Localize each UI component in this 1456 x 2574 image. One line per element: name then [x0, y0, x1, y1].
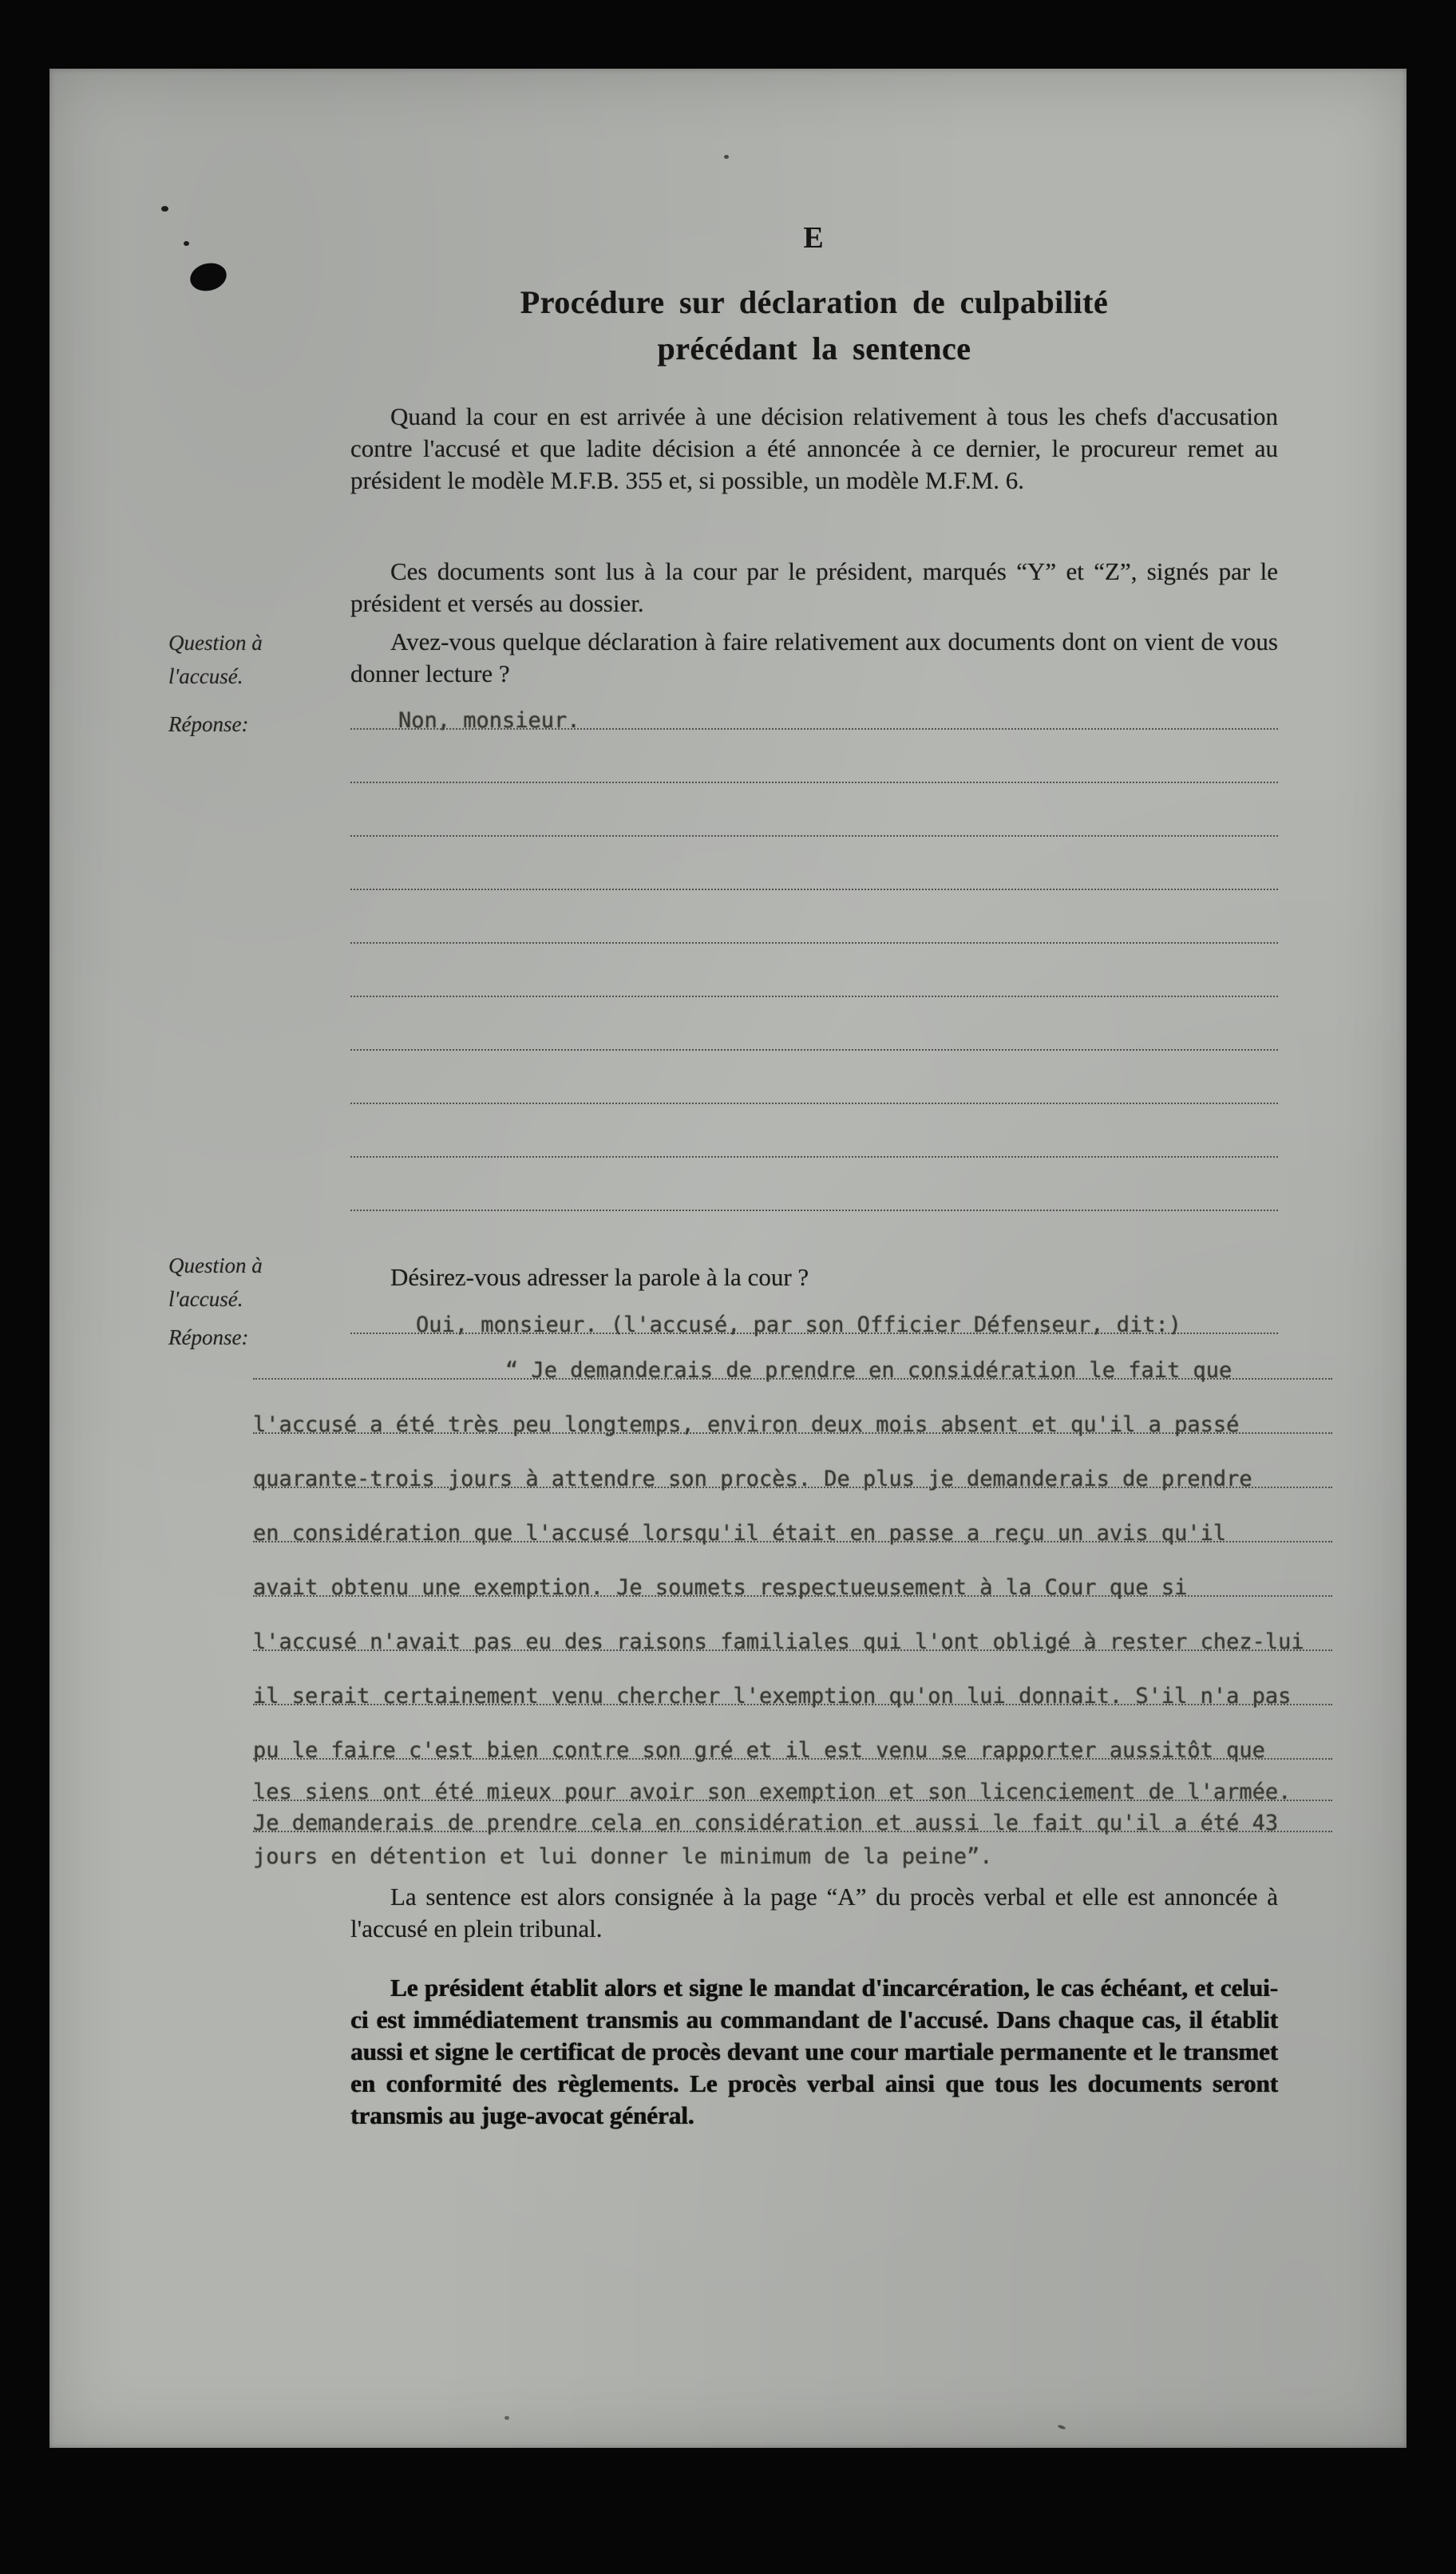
typed-answer: Non, monsieur. — [398, 708, 580, 733]
typed-statement-line — [253, 1651, 1332, 1709]
response2-label: Réponse: — [168, 1325, 249, 1349]
response-line — [350, 1104, 1278, 1158]
section-letter — [350, 220, 1278, 255]
typed-statement-line — [253, 1542, 1332, 1600]
scan-speck — [184, 241, 189, 246]
question2-label-line2: l'accusé. — [168, 1287, 243, 1311]
response-line — [350, 730, 1278, 783]
typed-line-text: pu le faire c'est bien contre son gré et il est venu se rapporter aussitôt que — [253, 1738, 1265, 1763]
response-line — [350, 890, 1278, 944]
typed-statement-line — [253, 1705, 1332, 1763]
response-line — [350, 997, 1278, 1051]
typed-statement-line — [253, 1760, 1332, 1804]
response-line — [350, 1051, 1278, 1104]
question2-text: Désirez-vous adresser la parole à la cour ? — [390, 1263, 809, 1291]
response1-lines — [350, 672, 1278, 1211]
final-paragraph: Le président établit alors et signe le mandat d'incarcération, le cas échéant, et celui-ci est immédiatement transmis au commandant de l'accusé. Dans chaque cas, il établit aussi et signe le certificat de procès devant une cour martiale permanente et le transmet en conformité des règlements. Le procès verbal ainsi que tous les documents seront transmis au juge-avocat général. — [350, 1974, 1278, 2129]
question2-label — [168, 1249, 352, 1316]
typed-line-text: en considération que l'accusé lorsqu'il était en passe a reçu un avis qu'il — [253, 1521, 1227, 1546]
question1-label-line1: Question à — [168, 631, 263, 655]
typed-intro: Oui, monsieur. (l'accusé, par son Officier Défenseur, dit:) — [416, 1313, 1182, 1337]
section-letter-text: E — [803, 221, 825, 255]
document-title-line1: Procédure sur déclaration de culpabilité — [520, 284, 1109, 320]
document-title-line2: précédant la sentence — [657, 331, 971, 366]
question2-label-line1: Question à — [168, 1253, 263, 1277]
typed-line-text: Je demanderais de prendre cela en considération et aussi le fait qu'il a été 43 — [253, 1811, 1279, 1835]
scan-speck — [504, 2416, 509, 2420]
response2-intro-line — [350, 1276, 1278, 1337]
typed-statement-line — [253, 1380, 1332, 1437]
response-line — [350, 837, 1278, 890]
response2-statement — [253, 1334, 1332, 1869]
typed-statement-line — [253, 1801, 1332, 1835]
typed-line-text: il serait certainement venu chercher l'exemption qu'on lui donnait. S'il n'a pas — [253, 1684, 1292, 1709]
typed-line-text: jours en détention et lui donner le minimum de la peine”. — [253, 1844, 993, 1869]
response-line — [350, 783, 1278, 837]
response-line — [350, 944, 1278, 997]
typed-statement-line — [253, 1488, 1332, 1546]
typed-statement-line — [253, 1434, 1332, 1491]
ink-blot — [188, 259, 230, 295]
typed-line-text: avait obtenu une exemption. Je soumets respectueusement à la Cour que si — [253, 1575, 1188, 1600]
typed-line-text: les siens ont été mieux pour avoir son exemption et son licenciement de l'armée. — [253, 1780, 1292, 1804]
typed-statement-line — [253, 1334, 1332, 1383]
typed-statement-line — [253, 1832, 1332, 1869]
document-page — [49, 69, 1407, 2448]
scan-speck — [724, 155, 729, 159]
intro-paragraph-2: Ces documents sont lus à la cour par le président, marqués “Y” et “Z”, signés par le président et versés au dossier. — [350, 557, 1278, 617]
scan-speck — [161, 206, 168, 212]
closing-paragraph: La sentence est alors consignée à la page “A” du procès verbal et elle est annoncée à l'accusé en plein tribunal. — [350, 1883, 1278, 1942]
intro-paragraph-1: Quand la cour en est arrivée à une décision relativement à tous les chefs d'accusation contre l'accusé et que ladite décision a été annoncée à ce dernier, le procureur remet au président le modèle M.F.B. 355 et, si possible, un modèle M.F.M. 6. — [350, 402, 1278, 494]
response-line — [350, 672, 1278, 733]
typed-line-text: l'accusé n'avait pas eu des raisons familiales qui l'ont obligé à rester chez-lui — [253, 1630, 1304, 1654]
question1-label — [168, 626, 352, 693]
typed-line-text: quarante-trois jours à attendre son procès. De plus je demanderais de prendre — [253, 1467, 1252, 1491]
question1-text: Avez-vous quelque déclaration à faire relativement aux documents dont on vient de vous donner lecture ? — [350, 628, 1278, 687]
typed-line-text: l'accusé a été très peu longtemps, environ deux mois absent et qu'il a passé — [253, 1412, 1240, 1437]
response-line — [350, 1158, 1278, 1211]
question1-label-line2: l'accusé. — [168, 664, 243, 688]
scan-speck — [1058, 2424, 1066, 2429]
typed-statement-line — [253, 1597, 1332, 1654]
response1-label: Réponse: — [168, 712, 249, 736]
document-title — [350, 279, 1278, 372]
typed-line-text: “ Je demanderais de prendre en considération le fait que — [505, 1358, 1232, 1383]
